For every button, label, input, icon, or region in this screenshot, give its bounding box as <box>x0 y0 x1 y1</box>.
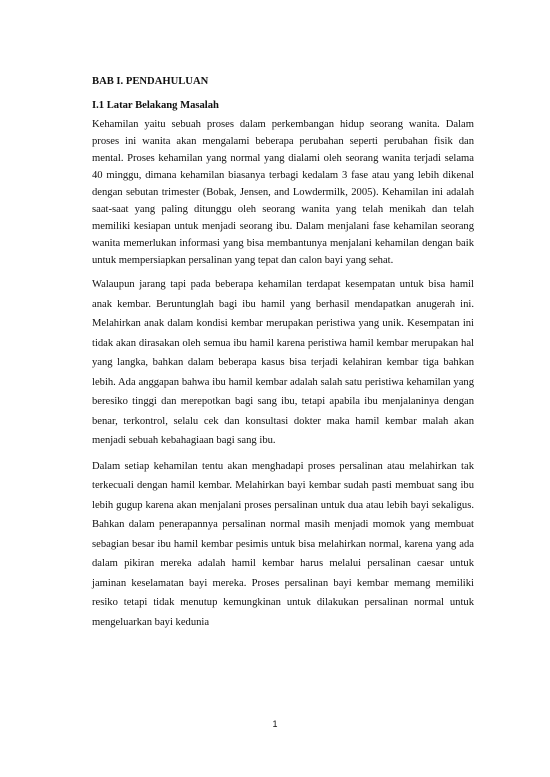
paragraph-2: Walaupun jarang tapi pada beberapa kehamilan terdapat kesempatan untuk bisa hamil anak kembar. Beruntunglah bagi ibu hamil yang berhasil mendapatkan anugerah ini. Melahirkan anak dalam kondisi kembar merupakan peristiwa yang unik. Kesempatan ini tidak akan dirasakan oleh semua ibu hamil karena peristiwa hamil kembar merupakan hal yang langka, bahkan dalam beberapa kasus bisa terjadi kelahiran kembar tiga bahkan lebih. Ada anggapan bahwa ibu hamil kembar adalah salah satu peristiwa kehamilan yang beresiko tinggi dan merepotkan bagi sang ibu, tetapi apabila ibu menjalaninya dengan benar, terkontrol, selalu cek dan konsultasi dokter maka hamil kembar malah akan menjadi sebuah kebahagiaan bagi sang ibu. <box>92 279 474 446</box>
page-number: 1 <box>272 719 278 729</box>
chapter-title: BAB I. PENDAHULUAN <box>92 76 209 87</box>
section-title: I.1 Latar Belakang Masalah <box>92 100 219 111</box>
paragraph-1: Kehamilan yaitu sebuah proses dalam perkembangan hidup seorang wanita. Dalam proses ini wanita akan mengalami beberapa perubahan seperti perubahan fisik dan mental. Proses kehamilan yang normal yang dialami oleh seorang wanita terjadi selama 40 minggu, dimana kehamilan biasanya terbagi kedalam 3 fase atau yang lebih dikenal dengan sebutan trimester (Bobak, Jensen, and Lowdermilk, 2005). Kehamilan ini adalah saat-saat yang paling ditunggu oleh seorang wanita yang telah menikah dan telah memiliki kesiapan untuk menjadi seorang ibu. Dalam menjalani fase kehamilan seorang wanita memerlukan informasi yang bisa membantunya menjalani kehamilan dengan baik untuk mempersiapkan persalinan yang tepat dan calon bayi yang sehat. <box>92 119 474 266</box>
page-content <box>92 74 474 632</box>
paragraph-3: Dalam setiap kehamilan tentu akan menghadapi proses persalinan atau melahirkan tak terkecuali dengan hamil kembar. Melahirkan bayi kembar sudah pasti membuat sang ibu lebih gugup karena akan menjalani proses persalinan untuk dua atau lebih bayi sekaligus. Bahkan dalam penerapannya persalinan normal masih menjadi momok yang membuat sebagian besar ibu hamil kembar pesimis untuk bisa melahirkan normal, karena yang ada dalam pikiran mereka adalah hamil kembar harus melalui persalinan caesar untuk jaminan keselamatan bayi mereka. Proses persalinan bayi kembar memang memiliki resiko tetapi tidak menutup kemungkinan untuk dilakukan persalinan normal untuk mengeluarkan bayi kedunia <box>92 460 474 628</box>
